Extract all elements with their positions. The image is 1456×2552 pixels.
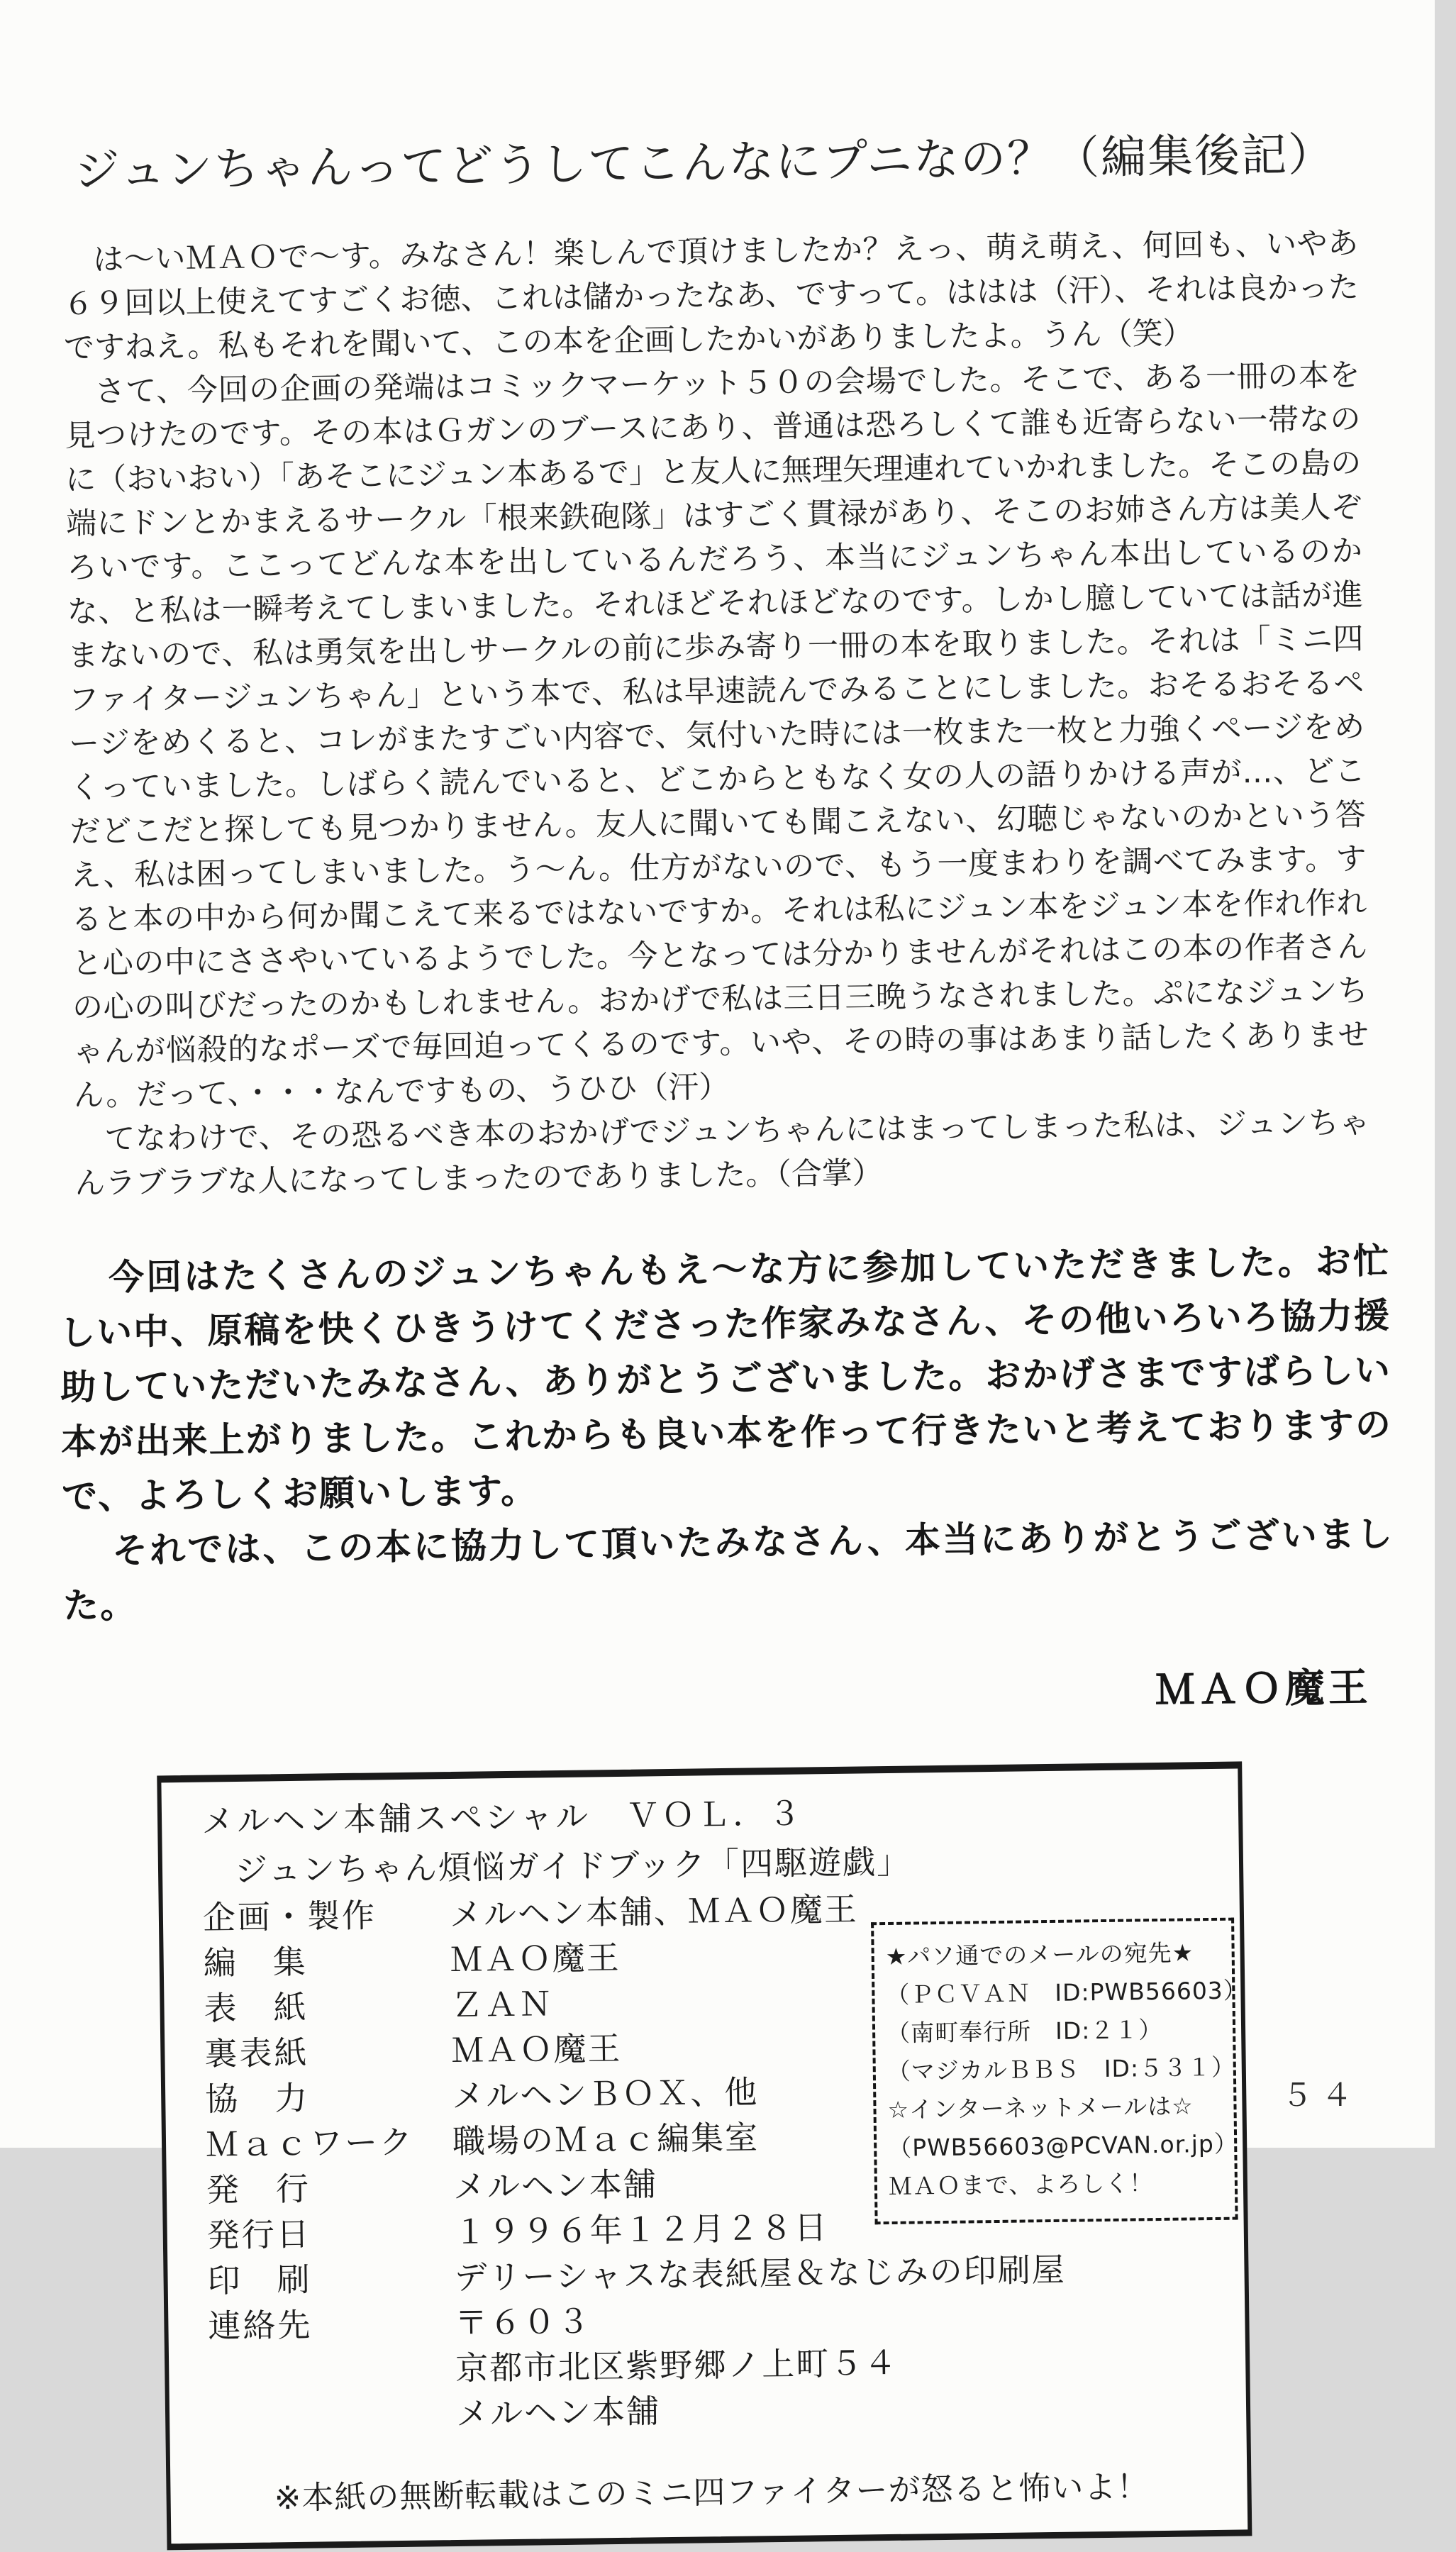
contact-box-line: ＭＡＯまで、よろしく！ bbox=[888, 2169, 1154, 2200]
row-label: 発 行 bbox=[206, 2169, 311, 2209]
row-value: メルヘンＢＯＸ、他 bbox=[451, 2073, 759, 2116]
colophon-row bbox=[208, 2295, 1226, 2344]
row-label: 連絡先 bbox=[208, 2305, 313, 2346]
afterword-paragraph: さて、今回の企画の発端はコミックマーケット５０の会場でした。そこで、ある一冊の本を見つけたのです。その本はＧガンのブースにあり、普通は恐ろしくて誰も近寄らない一帯なのに（おいおい）「あそこにジュン本あるで」と友人に無理矢理連れていかれました。そこの島の端にドンとかまえるサークル「根来鉄砲隊」はすごく貫禄があり、そこのお姉さん方は美人ぞろいです。ここってどんな本を出しているんだろう、本当にジュンちゃん本出しているのかな、と私は一瞬考えてしまいました。それほどそれほどなのです。しかし臆していては話が進まないので、私は勇気を出しサークルの前に歩み寄り一冊の本を取りました。それは「ミニ四ファイタージュンちゃん」という本で、私は早速読んでみることにしました。おそるおそるページをめくると、コレがまたすごい内容で、気付いた時には一枚また一枚と力強くページをめくっていました。しばらく読んでいると、どこからともなく女の人の語りかける声が…、どこだどこだと探しても見つかりません。友人に聞いても聞こえない、幻聴じゃないのかという答え、私は困ってしまいました。う〜ん。仕方がないので、もう一度まわりを調べてみます。すると本の中から何か聞こえて来るではないですか。それは私にジュン本をジュン本を作れ作れと心の中にささやいているようでした。今となっては分かりませんがそれはこの本の作者さんの心の叫びだったのかもしれません。おかげで私は三日三晩うなされました。ぷになジュンちゃんが悩殺的なポーズで毎回迫ってくるのです。いや、その時の事はあまり話したくありません。だって、・・・なんですもの、うひひ（汗） bbox=[65, 357, 1369, 1114]
row-value: 〒６０３ bbox=[455, 2302, 591, 2343]
row-label: 企画・製作 bbox=[202, 1896, 377, 1937]
row-label: 印 刷 bbox=[207, 2260, 312, 2300]
page-number: ５４ bbox=[1282, 2077, 1361, 2114]
thanks-block bbox=[59, 1234, 1395, 1634]
afterword-body bbox=[62, 221, 1371, 1206]
row-label: 発行日 bbox=[206, 2214, 312, 2255]
contact-box-line: ☆インターネットメールは☆ bbox=[887, 2092, 1194, 2124]
author-signature: ＭＡＯ魔王 bbox=[1155, 1665, 1372, 1714]
contact-box-line: （PWB56603@PCVAN.or.jp） bbox=[887, 2129, 1239, 2162]
contact-box-line: （南町奉行所 ID:２１） bbox=[886, 2015, 1163, 2048]
row-value: ＭＡＯ魔王 bbox=[450, 1938, 621, 1980]
thanks-paragraph: それでは、この本に協力して頂いたみなさん、本当にありがとうございました。 bbox=[62, 1513, 1394, 1627]
row-value: メルヘン本舗、ＭＡＯ魔王 bbox=[449, 1890, 859, 1934]
contact-box-line: （マジカルＢＢＳ ID:５３１） bbox=[887, 2053, 1236, 2086]
contact-box-line: （ＰＣＶＡＮ ID:PWB56603） bbox=[886, 1976, 1248, 2009]
row-value: メルヘン本舗 bbox=[452, 2165, 658, 2207]
contact-address-line: メルヘン本舗 bbox=[455, 2392, 661, 2434]
series-title: メルヘン本舗スペシャル ＶＯＬ．３ bbox=[201, 1794, 804, 1841]
contact-address-line: 京都市北区紫野郷ノ上町５４ bbox=[455, 2343, 899, 2388]
colophon-row bbox=[207, 2250, 1225, 2299]
row-label: 表 紙 bbox=[204, 1987, 309, 2028]
afterword-paragraph: は〜いＭＡＯで〜す。みなさん！楽しんで頂けましたか？えっ、萌え萌え、何回も、いやあ６９回以上使えてすごくお徳、これは儲かったなあ、ですって。ははは（汗）、それは良かったですねえ。私もそれを聞いて、この本を企画したかいがありましたよ。うん（笑） bbox=[62, 226, 1360, 366]
row-label: 裏表紙 bbox=[204, 2033, 309, 2073]
colophon-box bbox=[157, 1761, 1252, 2550]
row-value: デリーシャスな表紙屋＆なじみの印刷屋 bbox=[454, 2250, 1067, 2297]
row-value: ＭＡＯ魔王 bbox=[451, 2029, 622, 2070]
reprint-warning: ※本紙の無断転載はこのミニ四ファイターが怒ると怖いよ！ bbox=[274, 2468, 1150, 2517]
book-subtitle: ジュンちゃん煩悩ガイドブック「四駆遊戯」 bbox=[234, 1842, 911, 1890]
row-value: 職場のＭａｃ編集室 bbox=[452, 2118, 760, 2161]
page-title: ジュンちゃんってどうしてこんなにプニなの？（編集後記） bbox=[74, 128, 1335, 198]
row-value: １９９６年１２月２８日 bbox=[453, 2208, 829, 2252]
contact-box-line: ★パソ通でのメールの宛先★ bbox=[885, 1938, 1194, 1971]
thanks-paragraph: 今回はたくさんのジュンちゃんもえ〜な方に参加していただきました。お忙しい中、原稿を快くひきうけてくださった作家みなさん、その他いろいろ協力援助していただいたみなさん、ありがとうございました。おかげさまですばらしい本が出来上がりました。これからも良い本を作って行きたいと考えておりますので、よろしくお願いします。 bbox=[59, 1240, 1393, 1518]
row-label: Ｍａｃワーク bbox=[205, 2122, 415, 2164]
row-label: 編 集 bbox=[203, 1942, 309, 1982]
row-label: 協 力 bbox=[204, 2078, 310, 2119]
row-value: ＺＡＮ bbox=[450, 1985, 553, 2025]
online-contact-box bbox=[871, 1918, 1248, 2225]
afterword-paragraph: てなわけで、その恐るべき本のおかげでジュンちゃんにはまってしまった私は、ジュンちゃんラブラブな人になってしまったのでありました。（合掌） bbox=[74, 1104, 1370, 1202]
